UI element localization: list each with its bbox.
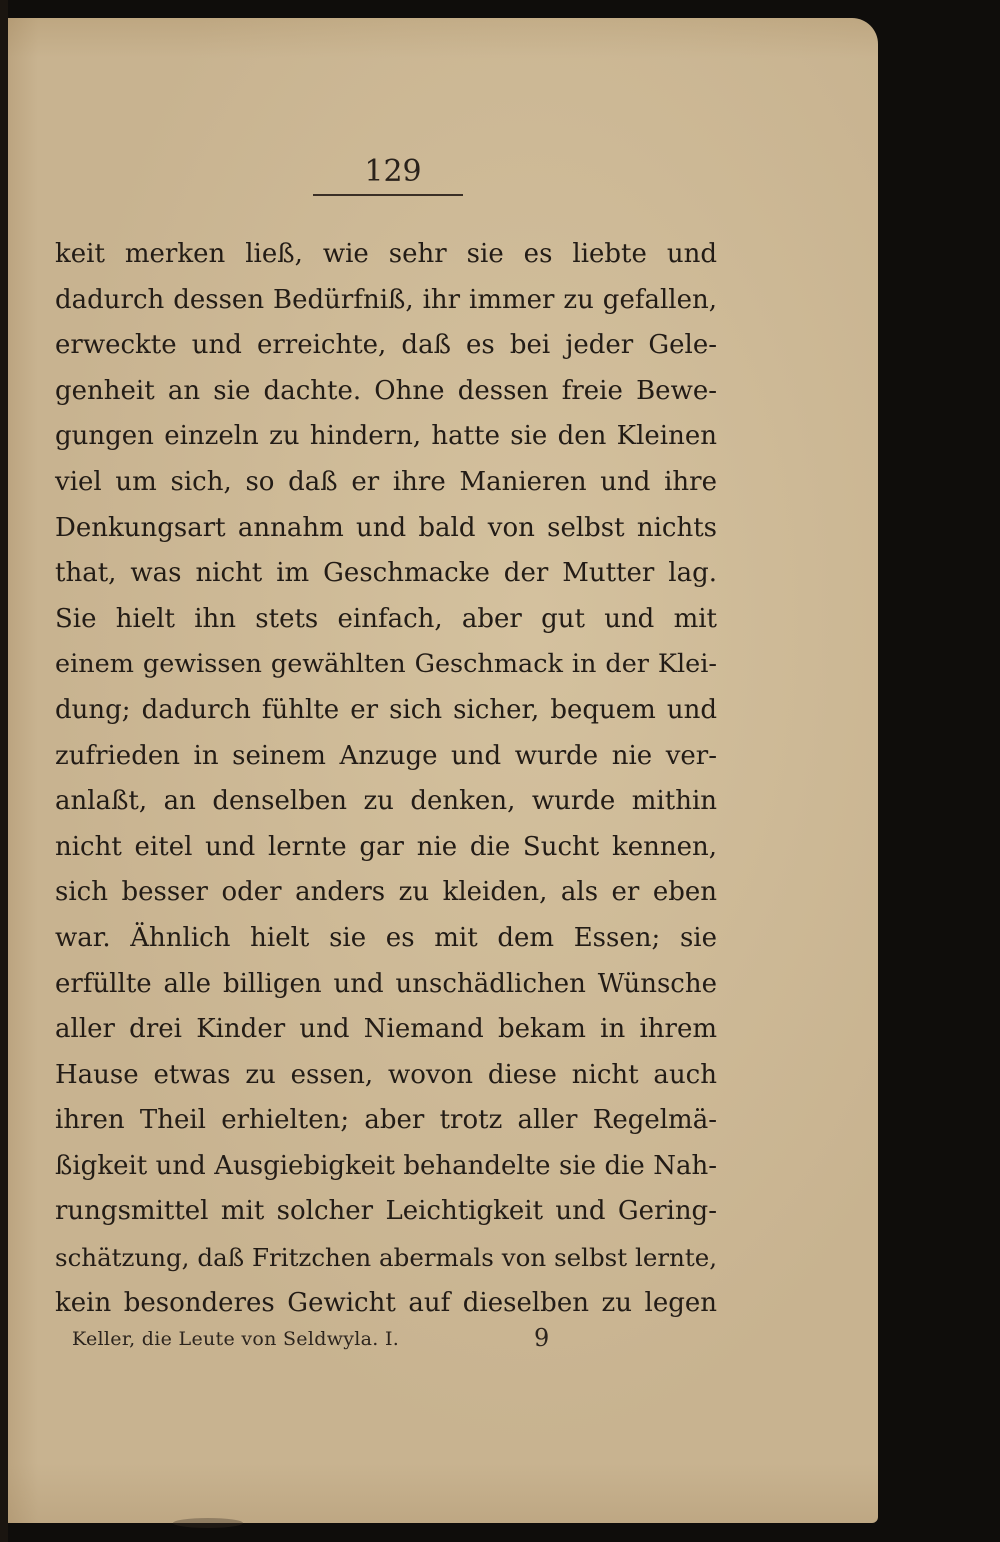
text-line: rungsmittel mit solcher Leichtigkeit und Gering- [55, 1196, 717, 1227]
binding-edge [0, 0, 8, 1542]
text-line: Denkungsart annahm und bald von selbst nichts [55, 512, 717, 543]
text-line: einem gewissen gewählten Geschmack in der Klei- [55, 649, 717, 680]
text-line: aller drei Kinder und Niemand bekam in ihrem [55, 1014, 717, 1045]
text-line: ßigkeit und Ausgiebigkeit behandelte sie die Nah- [55, 1150, 717, 1181]
text-line: dadurch dessen Bedürfniß, ihr immer zu gefallen, [55, 284, 717, 315]
text-line: Hause etwas zu essen, wovon diese nicht auch [55, 1059, 717, 1090]
ink-smudge [173, 1518, 243, 1528]
text-line: anlaßt, an denselben zu denken, wurde mithin [55, 786, 717, 817]
text-line: war. Ähnlich hielt sie es mit dem Essen; sie [55, 922, 717, 953]
text-line: viel um sich, so daß er ihre Manieren und ihre [55, 466, 717, 497]
paper-page [8, 18, 878, 1523]
signature-mark: 9 [534, 1324, 550, 1352]
signature-footer [72, 1324, 562, 1358]
text-line: sich besser oder anders zu kleiden, als er eben [55, 877, 717, 908]
text-line: erweckte und erreichte, daß es bei jeder Gele- [55, 330, 717, 361]
text-line: dung; dadurch fühlte er sich sicher, bequem und [55, 694, 717, 725]
header-rule [313, 194, 463, 196]
signature-line: Keller, die Leute von Seldwyla. I. [72, 1328, 400, 1350]
text-line: Sie hielt ihn stets einfach, aber gut und mit [55, 603, 717, 634]
text-line: zufrieden in seinem Anzuge und wurde nie ver- [55, 740, 717, 771]
text-line: nicht eitel und lernte gar nie die Sucht kennen, [55, 831, 717, 862]
text-line: erfüllte alle billigen und unschädlichen Wünsche [55, 968, 717, 999]
text-line: gungen einzeln zu hindern, hatte sie den Kleinen [55, 421, 717, 452]
text-line: ihren Theil erhielten; aber trotz aller Regelmä- [55, 1105, 717, 1136]
page-number: 129 [364, 154, 422, 189]
text-line: that, was nicht im Geschmacke der Mutter lag. [55, 558, 717, 589]
text-line: kein besonderes Gewicht auf dieselben zu legen [55, 1287, 717, 1318]
body-text [55, 232, 717, 1326]
text-line: genheit an sie dachte. Ohne dessen freie Bewe- [55, 375, 717, 406]
text-line: keit merken ließ, wie sehr sie es liebte und [55, 239, 717, 269]
text-line: schätzung, daß Fritzchen abermals von selbst lernte, [55, 1243, 717, 1273]
